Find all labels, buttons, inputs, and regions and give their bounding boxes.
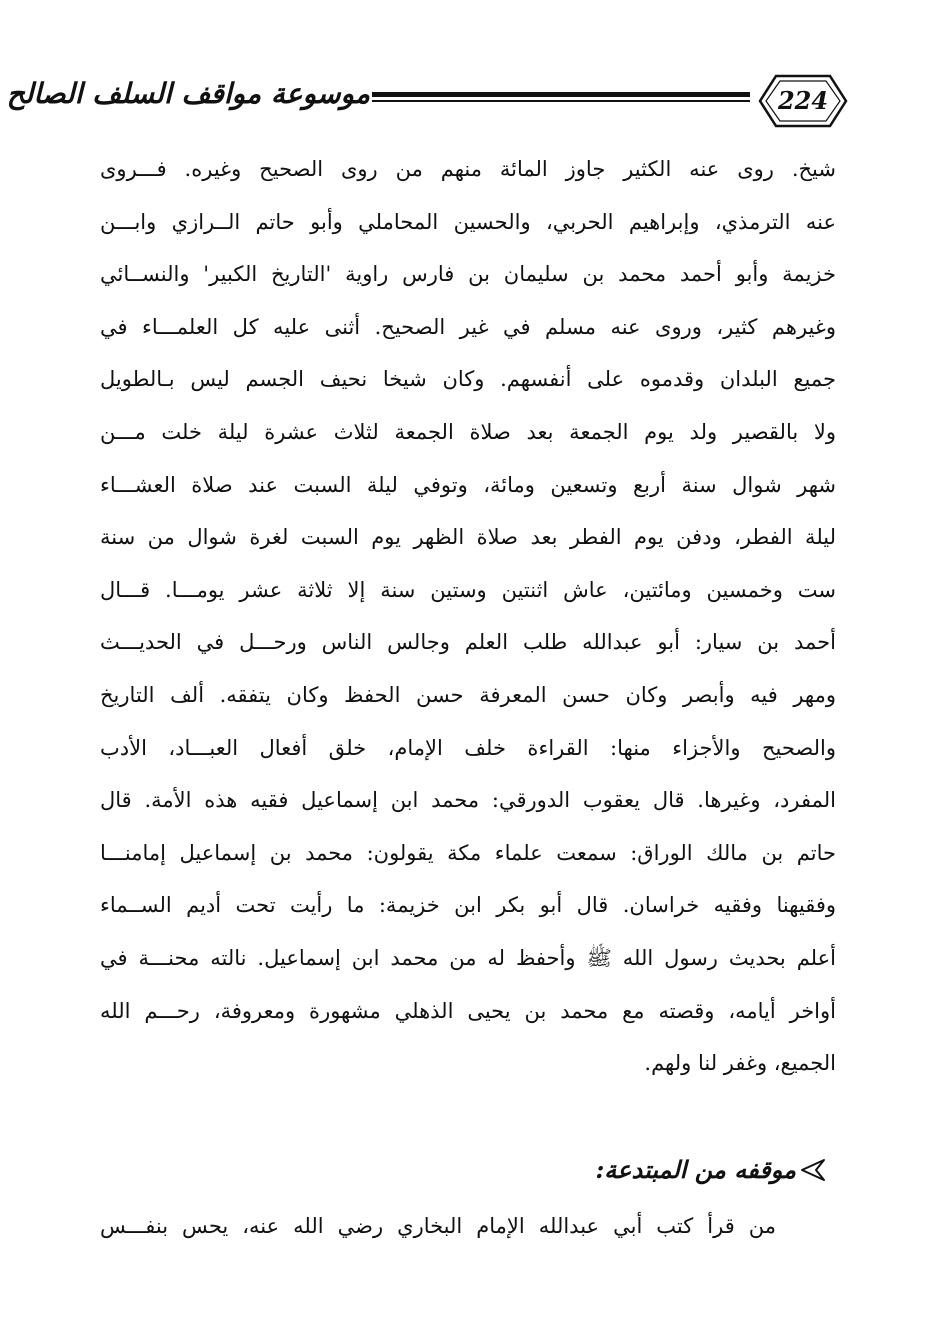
text-line: ليلة الفطر، ودفن يوم الفطر بعد صلاة الظهر يوم السبت لغرة شوال من سنة (100, 525, 836, 550)
text-line: حاتم بن مالك الوراق: سمعت علماء مكة يقولون: محمد بن إسماعيل إمامنـــا (100, 840, 836, 865)
text-line: خزيمة وأبو أحمد محمد بن سليمان بن فارس راوية 'التاريخ الكبير' والنســائي (100, 262, 836, 287)
text-line: أواخر أيامه، وقصته مع محمد بن يحيى الذهلي مشهورة ومعروفة، رحـــم الله (100, 998, 836, 1023)
text-line: ست وخمسين ومائتين، عاش اثنتين وستين سنة إلا ثلاثة عشر يومـــا. قـــال (100, 577, 836, 602)
section-heading: موقفه من المبتدعة: (595, 1155, 796, 1184)
text-line: عنه الترمذي، وإبراهيم الحربي، والحسين المحاملي وأبو حاتم الــرازي وابـــن (100, 209, 836, 234)
text-line: جميع البلدان وقدموه على أنفسهم. وكان شيخا نحيف الجسم ليس بـالطويل (100, 367, 836, 392)
page-number-badge (756, 70, 850, 132)
page-header (6, 64, 850, 134)
text-line: أحمد بن سيار: أبو عبدالله طلب العلم وجالس الناس ورحـــل في الحديـــث (100, 630, 836, 655)
page-number: 224 (777, 86, 829, 115)
body-paragraph (100, 143, 836, 1090)
text-line: المفرد، وغيرها. قال يعقوب الدورقي: محمد ابن إسماعيل فقيه هذه الأمة. قال (100, 788, 836, 813)
book-title: موسوعة مواقف السلف الصالح (6, 77, 370, 110)
text-line: شهر شوال سنة أربع وتسعين ومائة، وتوفي ليلة السبت عند صلاة العشـــاء (100, 472, 836, 497)
text-line: وفقيهنا وفقيه خراسان. قال أبو بكر ابن خزيمة: ما رأيت تحت أديم الســماء (100, 893, 836, 918)
header-rule (372, 92, 750, 102)
text-line: ومهر فيه وأبصر وكان حسن المعرفة حسن الحفظ وكان يتفقه. ألف التاريخ (100, 682, 836, 707)
section-first-line: من قرأ كتب أبي عبدالله الإمام البخاري رضي الله عنه، يحس بنفـــس (100, 1214, 776, 1238)
arrow-bullet-icon (798, 1157, 828, 1183)
text-line: ولا بالقصير ولد يوم الجمعة بعد صلاة الجمعة لثلاث عشرة ليلة خلت مـــن (100, 419, 836, 444)
text-line: أعلم بحديث رسول الله ﷺ وأحفظ له من محمد ابن إسماعيل. نالته محنـــة في (100, 945, 836, 970)
text-line: شيخ. روى عنه الكثير جاوز المائة منهم من روى الصحيح وغيره. فـــروى (100, 157, 836, 181)
text-line: والصحيح والأجزاء منها: القراءة خلف الإمام، خلق أفعال العبـــاد، الأدب (100, 735, 836, 760)
header-rule-thick (372, 92, 750, 97)
text-line: وغيرهم كثير، وروى عنه مسلم في غير الصحيح. أثنى عليه كل العلمـــاء في (100, 314, 836, 339)
header-rule-thin (372, 100, 750, 102)
text-line-last: الجميع، وغفر لنا ولهم. (644, 1051, 836, 1076)
